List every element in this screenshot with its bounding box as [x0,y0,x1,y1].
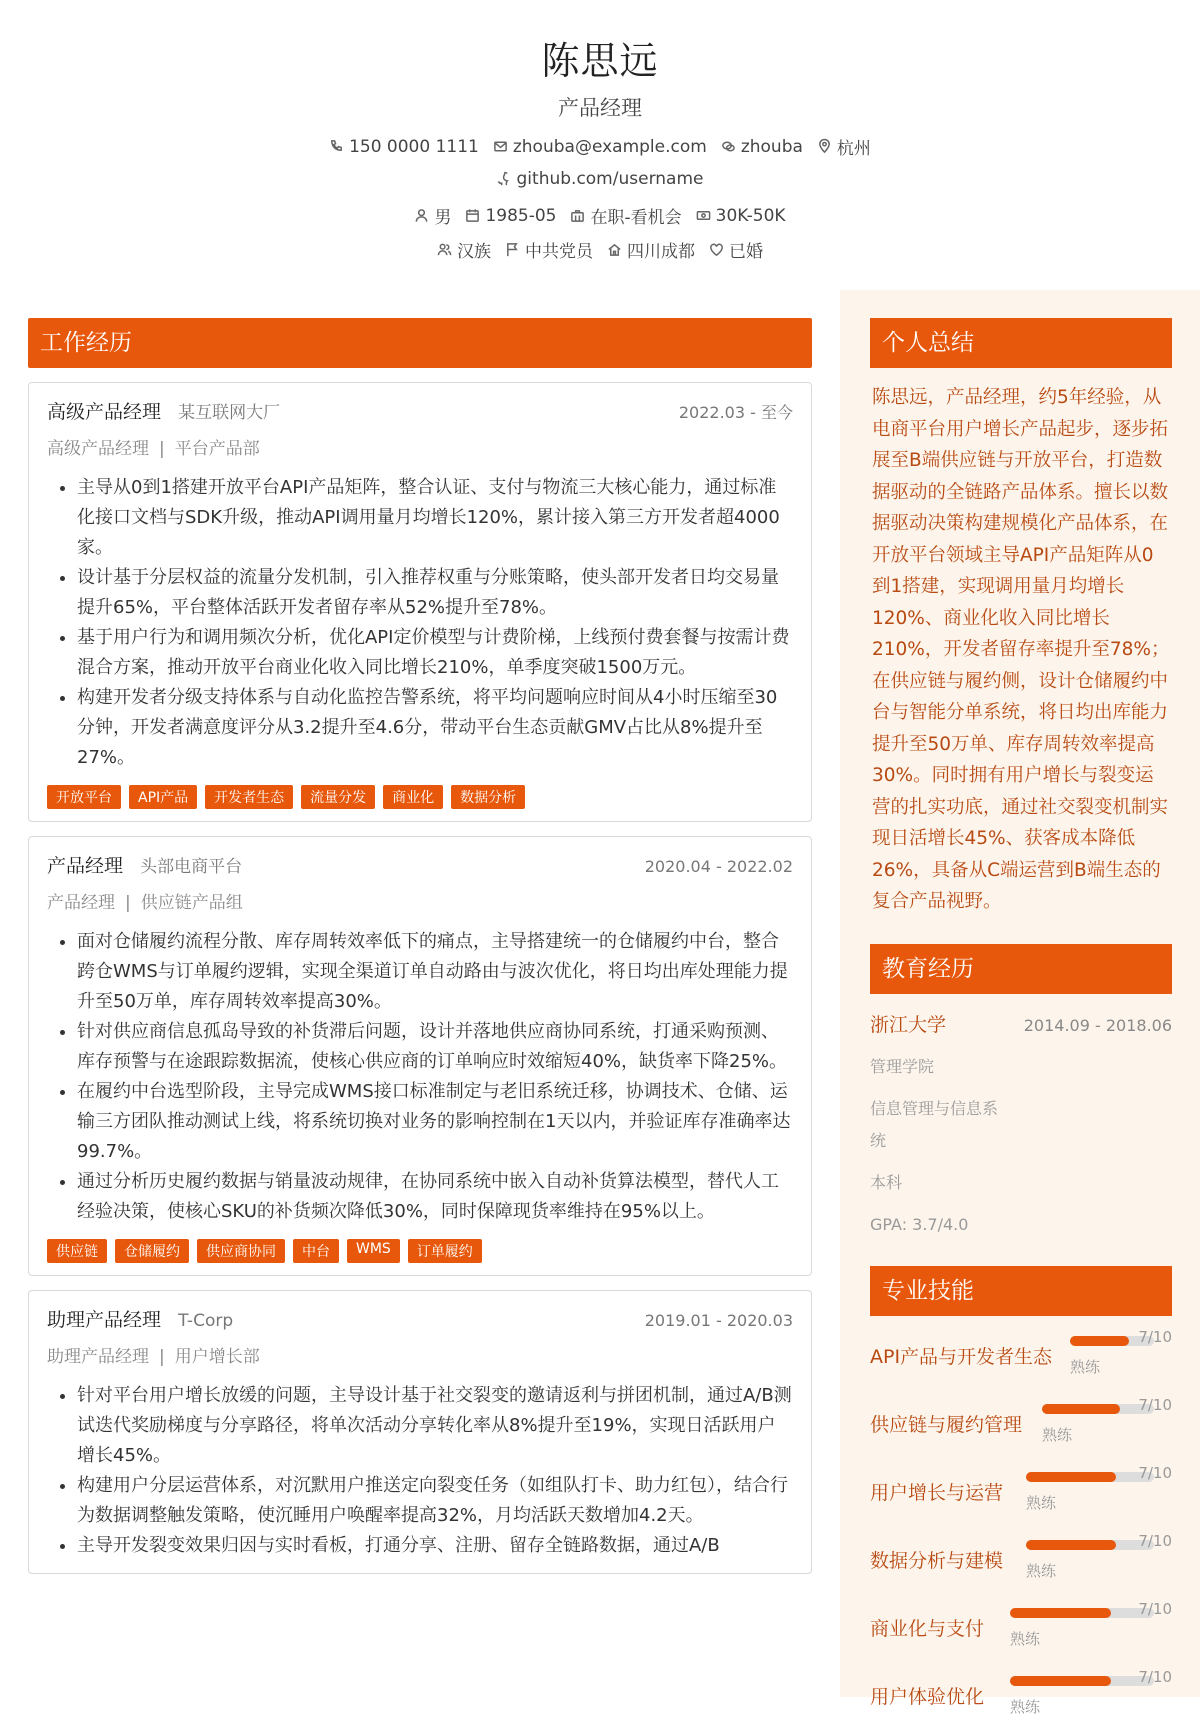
skill-progress-bar [1026,1472,1154,1482]
education-date: 2014.09 - 2018.06 [1023,1016,1172,1035]
job-dept: 供应链产品组 [140,893,243,913]
job-company: T-Corp [178,1311,234,1331]
job-title: 产品经理 [47,855,124,877]
skill-tag: 中台 [293,1239,339,1263]
job-header [47,397,793,424]
job-bullets [47,1381,793,1561]
summary-text: 陈思远，产品经理，约5年经验，从电商平台用户增长产品起步，逐步拓展至B端供应链与开放平台，打造数据驱动的全链路产品体系。擅长以数据驱动决策构建规模化产品体系，在开放平台领域主导API产品矩阵从0到1搭建，实现调用量月均增长120%、商业化收入同比增长210%，开发者留存率提升至78%；在供应链与履约侧，设计仓储履约中台与智能分单系统，将日均出库能力提升至50万单、库存周转效率提高30%。同时拥有用户增长与裂变运营的扎实功底，通过社交裂变机制实现日活增长45%、获客成本降低26%，具备从C端运营到B端生态的复合产品视野。 [872,387,1170,912]
job-subline: 高级产品经理 | 平台产品部 [47,439,260,459]
job-date: 2019.01 - 2020.03 [644,1311,793,1330]
skill-progress-fill [1010,1608,1111,1618]
city-item [817,134,871,159]
job-title: 助理产品经理 [47,1309,162,1331]
skill-tag: 商业化 [383,785,443,809]
email-text: zhouba@example.com [512,136,707,157]
job-position: 高级产品经理 [47,439,149,459]
job-header [47,851,793,878]
college-name: 管理学院 [870,1057,935,1076]
work-heading: 工作经历 [28,318,812,368]
major-line-2: 统 [870,1131,887,1150]
github-item[interactable] [497,169,704,189]
flag-icon [505,242,520,257]
work-experience-section [28,318,812,1574]
job-title: 高级产品经理 [47,401,162,423]
skill-progress-bar [1010,1676,1154,1686]
job-position: 产品经理 [47,893,115,913]
skill-row [870,1324,1172,1392]
skill-row [870,1596,1172,1664]
marital-item [709,237,763,262]
skill-tag: 供应商协同 [197,1239,285,1263]
major-line-1: 信息管理与信息系 [870,1099,999,1118]
skill-progress-fill [1070,1336,1129,1346]
skill-tag: 订单履约 [408,1239,482,1263]
skill-score: 7/10 [1138,1600,1172,1618]
github-line [0,169,1200,189]
job-bullet: • 在履约中台选型阶段，主导完成WMS接口标准制定与老旧系统迁移，协调技术、仓储、运输三方团队推动测试上线，将系统切换对业务的影响控制在1天以内，并验证库存准确率达99.7%。 [77,1077,793,1167]
job-header [47,1305,793,1332]
skill-tag: API产品 [129,785,197,809]
job-bullet: • 针对供应商信息孤岛导致的补货滞后问题，设计并落地供应商协同系统，打通采购预测、库存预警与在途跟踪数据流，使核心供应商的订单响应时效缩短40%，缺货率下降25%。 [77,1017,793,1077]
skills-section [870,1266,1172,1732]
job-bullet: • 面对仓储履约流程分散、库存周转效率低下的痛点，主导搭建统一的仓储履约中台，整合跨仓WMS与订单履约逻辑，实现全渠道订单自动路由与波次优化，将日均出库处理能力提升至50万单，库存周转效率提高30%。 [77,927,793,1017]
job-position: 助理产品经理 [47,1347,149,1367]
skill-level: 熟练 [1042,1426,1073,1444]
skill-level: 熟练 [1070,1358,1101,1376]
skill-name: API产品与开发者生态 [870,1346,1053,1368]
sidebar [840,290,1200,1716]
job-bullet: • 设计基于分层权益的流量分发机制，引入推荐权重与分账策略，使头部开发者日均交易量提升65%，平台整体活跃开发者留存率从52%提升至78%。 [77,563,793,623]
skill-progress-bar [1026,1540,1154,1550]
job-date: 2020.04 - 2022.02 [644,857,793,876]
github-text: github.com/username [516,169,704,189]
skills-list [870,1324,1172,1732]
job-tags [47,1239,793,1263]
salary-item [696,203,786,228]
money-icon [696,208,711,223]
contact-line [0,134,1200,159]
skill-score: 7/10 [1138,1464,1172,1482]
skill-progress-bar [1042,1404,1154,1414]
github-icon [497,172,512,187]
job-bullet: • 构建开发者分级支持体系与自动化监控告警系统，将平均问题响应时间从4小时压缩至30分钟，开发者满意度评分从3.2提升至4.6分，带动平台生态贡献GMV占比从8%提升至27%。 [77,683,793,773]
summary-heading: 个人总结 [870,318,1172,368]
skill-progress-fill [1026,1472,1116,1482]
phone-icon [329,139,344,154]
education-heading: 教育经历 [870,944,1172,994]
skill-level: 熟练 [1010,1698,1041,1716]
job-bullet: • 主导开发裂变效果归因与实时看板，打通分享、注册、留存全链路数据，通过A/B [77,1531,793,1561]
politics-text: 中共党员 [525,242,593,262]
salary-text: 30K-50K [715,205,786,226]
skill-progress-fill [1042,1404,1120,1414]
heart-icon [709,242,724,257]
job-bullets [47,927,793,1227]
phone-item[interactable] [329,134,479,159]
skill-name: 数据分析与建模 [870,1550,1004,1572]
politics-item [505,237,593,262]
job-bullets [47,473,793,773]
wechat-text: zhouba [740,136,803,157]
education-section [870,944,1172,1241]
people-icon [437,242,452,257]
job-company: 头部电商平台 [140,857,243,877]
job-bullet: • 主导从0到1搭建开放平台API产品矩阵，整合认证、支付与物流三大核心能力，通过标准化接口文档与SDK升级，推动API调用量月均增长120%，累计接入第三方开发者超4000家。 [77,473,793,563]
job-subline: 助理产品经理 | 用户增长部 [47,1347,260,1367]
job-bullet: • 基于用户行为和调用频次分析，优化API定价模型与计费阶梯，上线预付费套餐与按需计费混合方案，推动开放平台商业化收入同比增长210%，单季度突破1500万元。 [77,623,793,683]
school-name: 浙江大学 [870,1014,947,1036]
job-tags [47,785,793,809]
hometown-item [607,237,695,262]
birth-text: 1985-05 [485,205,557,226]
skill-tag: 仓储履约 [115,1239,189,1263]
candidate-role: 产品经理 [558,96,642,120]
skill-row [870,1392,1172,1460]
mail-icon [493,139,508,154]
skill-level: 熟练 [1026,1562,1057,1580]
gender-text: 男 [434,208,452,228]
skill-score: 7/10 [1138,1328,1172,1346]
skill-score: 7/10 [1138,1668,1172,1686]
calendar-icon [465,208,480,223]
personal-line-2 [0,237,1200,262]
job-bullet: • 构建用户分层运营体系，对沉默用户推送定向裂变任务（如组队打卡、助力红包），结合行为数据调整触发策略，使沉睡用户唤醒率提高32%，月均活跃天数增加4.2天。 [77,1471,793,1531]
job-dept: 平台产品部 [174,439,260,459]
job-company: 某互联网大厂 [178,403,281,423]
city-text: 杭州 [836,139,871,159]
skill-tag: 供应链 [47,1239,107,1263]
home-icon [607,242,622,257]
job-card [28,382,812,822]
skill-row [870,1528,1172,1596]
skill-tag: 开发者生态 [205,785,293,809]
skill-tag: WMS [347,1239,400,1263]
job-bullet: • 针对平台用户增长放缓的问题，主导设计基于社交裂变的邀请返利与拼团机制，通过A/B测试迭代奖励梯度与分享路径，将单次活动分享转化率从8%提升至19%，实现日活跃用户增长45%。 [77,1381,793,1471]
marital-text: 已婚 [729,242,763,262]
skill-score: 7/10 [1138,1396,1172,1414]
wechat-icon [721,139,736,154]
skill-name: 用户体验优化 [870,1686,985,1708]
status-text: 在职-看机会 [590,208,682,228]
skill-progress-fill [1026,1540,1116,1550]
job-bullet: • 通过分析历史履约数据与销量波动规律，在协同系统中嵌入自动补货算法模型，替代人工经验决策，使核心SKU的补货频次降低30%，同时保障现货率维持在95%以上。 [77,1167,793,1227]
job-date: 2022.03 - 至今 [678,403,793,422]
status-item [570,203,681,228]
skill-name: 供应链与履约管理 [870,1414,1023,1436]
skill-level: 熟练 [1010,1630,1041,1648]
skill-name: 用户增长与运营 [870,1482,1004,1504]
job-subline: 产品经理 | 供应链产品组 [47,893,243,913]
job-card [28,836,812,1276]
location-pin-icon [817,139,832,154]
skill-tag: 数据分析 [451,785,525,809]
education-entry [870,1010,1172,1037]
skill-row [870,1664,1172,1732]
gender-item [414,203,451,228]
job-dept: 用户增长部 [174,1347,260,1367]
personal-line-1 [0,203,1200,228]
wechat-item[interactable] [721,134,803,159]
email-item[interactable] [493,134,707,159]
skill-progress-fill [1010,1676,1111,1686]
skills-heading: 专业技能 [870,1266,1172,1316]
ethnicity-item [437,237,491,262]
skill-progress-bar [1010,1608,1154,1618]
skill-name: 商业化与支付 [870,1618,985,1640]
summary-section [870,318,1172,918]
hometown-text: 四川成都 [627,242,695,262]
job-card [28,1290,812,1574]
birth-item [465,203,556,228]
briefcase-icon [570,208,585,223]
ethnicity-text: 汉族 [457,242,491,262]
skill-tag: 开放平台 [47,785,121,809]
degree-name: 本科 [870,1173,903,1192]
person-icon [414,208,429,223]
gpa-text: GPA: 3.7/4.0 [870,1215,969,1234]
skill-level: 熟练 [1026,1494,1057,1512]
skill-tag: 流量分发 [301,785,375,809]
candidate-name: 陈思远 [541,39,659,83]
skill-row [870,1460,1172,1528]
skill-score: 7/10 [1138,1532,1172,1550]
phone-text: 150 0000 1111 [349,136,479,157]
